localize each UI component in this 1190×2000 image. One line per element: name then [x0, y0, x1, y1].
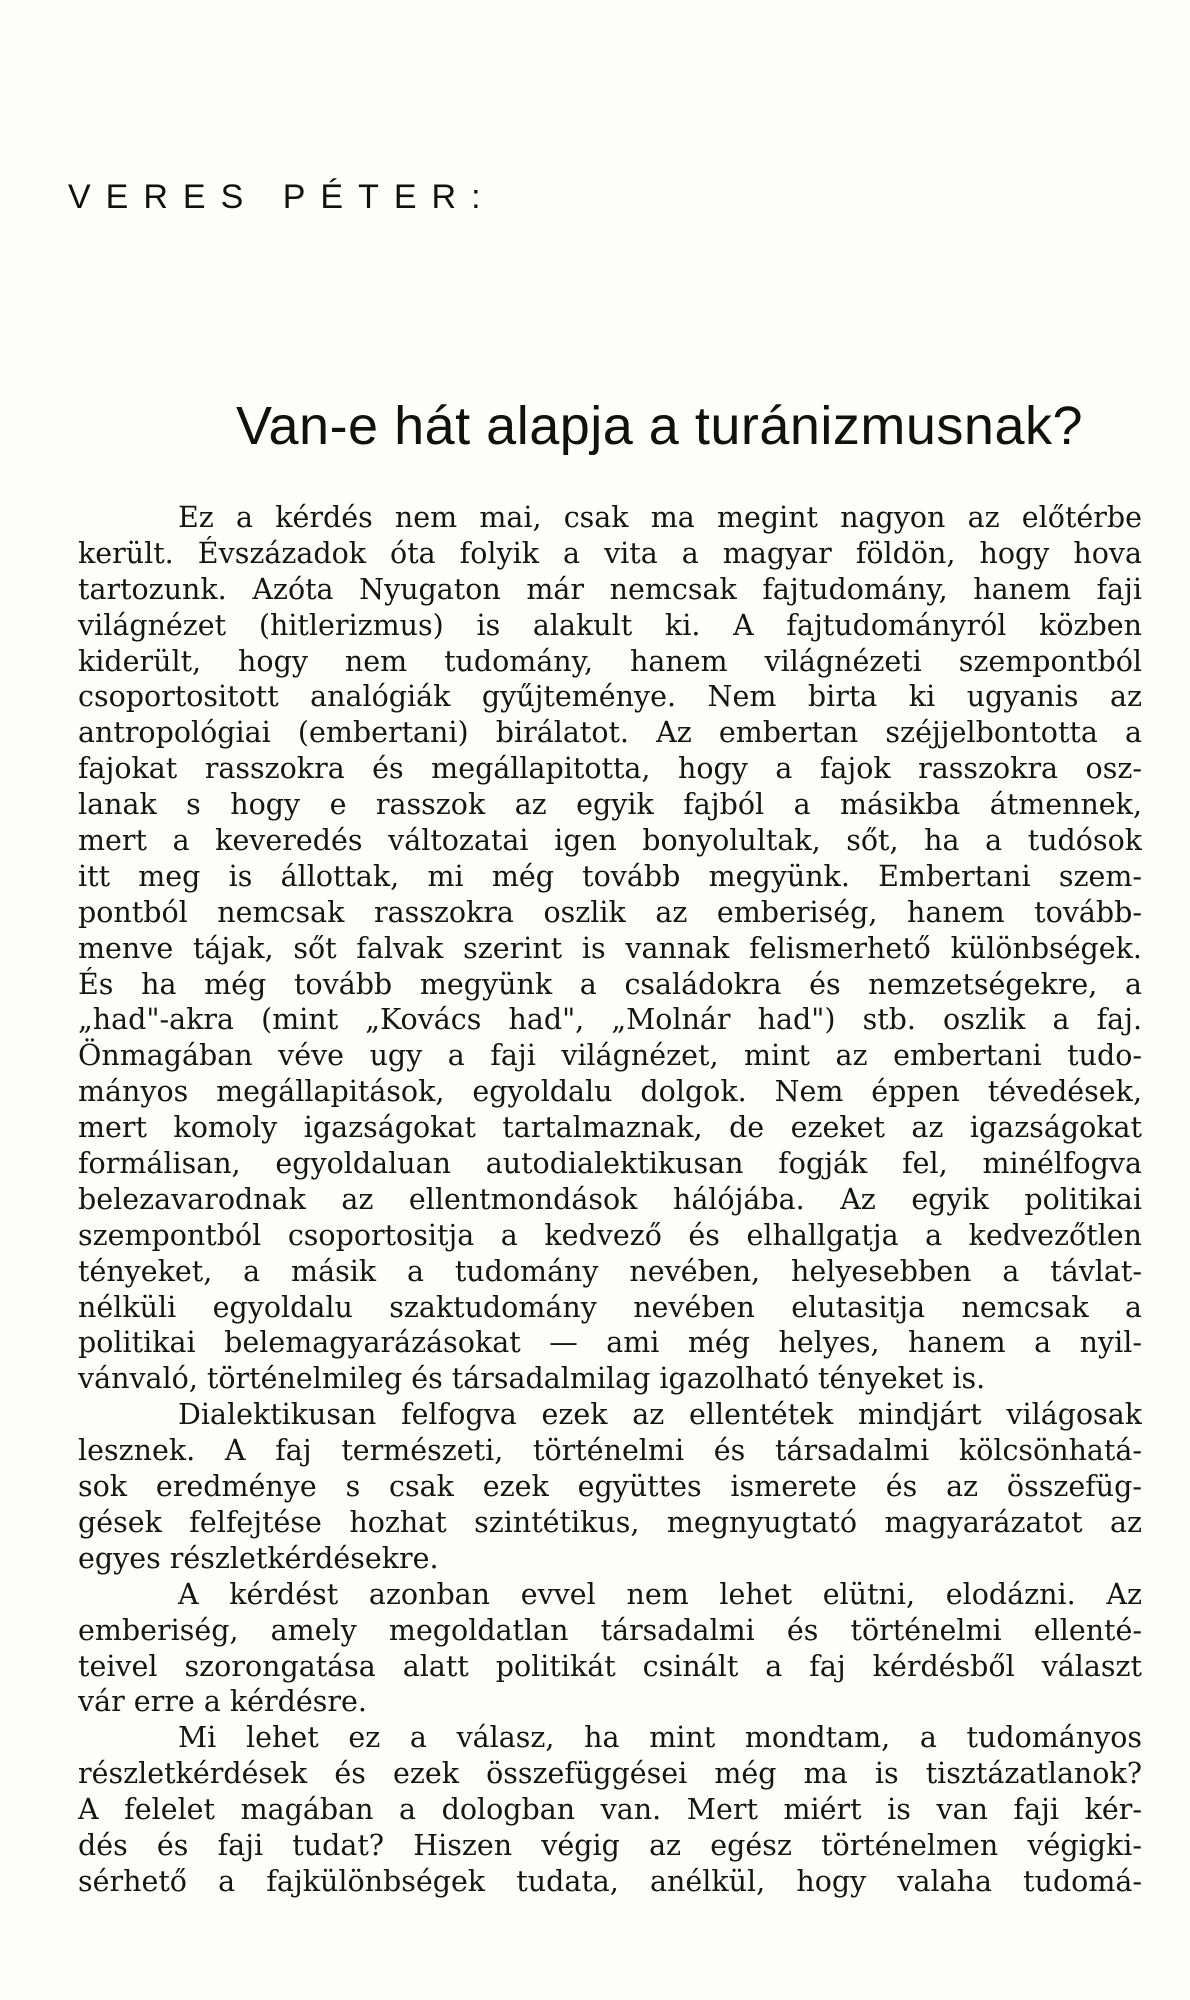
text-line: formálisan, egyoldaluan autodialektikusan fogják fel, minélfogva: [78, 1147, 1142, 1181]
text-line: nélküli egyoldalu szaktudomány nevében elutasitja nemcsak a: [78, 1290, 1142, 1324]
text-line: A felelet magában a dologban van. Mert miért is van faji kér-: [78, 1793, 1142, 1827]
text-line: részletkérdések és ezek összefüggései még ma is tisztázatlanok?: [78, 1757, 1142, 1791]
text-line: antropológiai (embertani) birálatot. Az embertan széjjelbontotta a: [78, 716, 1142, 750]
text-line: került. Évszázadok óta folyik a vita a magyar földön, hogy hova: [78, 536, 1142, 570]
text-line: Ez a kérdés nem mai, csak ma megint nagyon az előtérbe: [178, 501, 1142, 534]
text-line: politikai belemagyarázásokat — ami még helyes, hanem a nyil-: [78, 1326, 1142, 1360]
text-line: fajokat rasszokra és megállapitotta, hogy a fajok rasszokra osz-: [78, 752, 1142, 786]
text-line: dés és faji tudat? Hiszen végig az egész történelmen végigki-: [78, 1828, 1142, 1862]
text-line: menve tájak, sőt falvak szerint is vannak felismerhető különbségek.: [78, 931, 1142, 965]
text-line: csoportositott analógiák gyűjteménye. Nem birta ki ugyanis az: [78, 680, 1142, 714]
text-line: tényeket, a másik a tudomány nevében, helyesebben a távlat-: [78, 1254, 1142, 1288]
text-line: A kérdést azonban evvel nem lehet elütni, elodázni. Az: [178, 1577, 1142, 1611]
article-title: Van-e hát alapja a turánizmusnak?: [236, 396, 1084, 456]
article-body: [78, 500, 1142, 1900]
text-line: Mi lehet ez a válasz, ha mint mondtam, a tudományos: [178, 1721, 1142, 1755]
text-line: teivel szorongatása alatt politikát csinált a faj kérdésből választ: [78, 1649, 1142, 1683]
text-line: „had"-akra (mint „Kovács had", „Molnár had") stb. oszlik a faj.: [78, 1003, 1142, 1037]
text-line: szempontból csoportositja a kedvező és elhallgatja a kedvezőtlen: [78, 1218, 1142, 1252]
text-line: mert komoly igazságokat tartalmaznak, de ezeket az igazságokat: [78, 1111, 1142, 1145]
author-heading: VERES PÉTER:: [68, 178, 496, 216]
text-line: pontból nemcsak rasszokra oszlik az emberiség, hanem tovább-: [78, 895, 1142, 929]
text-line: világnézet (hitlerizmus) is alakult ki. A fajtudományról közben: [78, 608, 1142, 642]
text-line: egyes részletkérdésekre.: [78, 1541, 439, 1575]
text-line: mányos megállapitások, egyoldalu dolgok. Nem éppen tévedések,: [78, 1075, 1142, 1109]
text-line: emberiség, amely megoldatlan társadalmi és történelmi ellenté-: [78, 1613, 1142, 1647]
text-line: kiderült, hogy nem tudomány, hanem világnézeti szempontból: [78, 644, 1142, 678]
text-line: itt meg is állottak, mi még tovább megyünk. Embertani szem-: [78, 859, 1142, 893]
text-line: lanak s hogy e rasszok az egyik fajból a másikba átmennek,: [78, 788, 1142, 822]
text-line: vár erre a kérdésre.: [78, 1685, 367, 1719]
text-line: tartozunk. Azóta Nyugaton már nemcsak fajtudomány, hanem faji: [78, 572, 1142, 606]
text-line: És ha még tovább megyünk a családokra és nemzetségekre, a: [78, 967, 1142, 1001]
text-line: Dialektikusan felfogva ezek az ellentétek mindjárt világosak: [178, 1398, 1142, 1432]
text-line: sérhető a fajkülönbségek tudata, anélkül, hogy valaha tudomá-: [78, 1864, 1142, 1898]
text-line: belezavarodnak az ellentmondások hálójába. Az egyik politikai: [78, 1182, 1142, 1216]
text-line: gések felfejtése hozhat szintétikus, megnyugtató magyarázatot az: [78, 1505, 1142, 1539]
text-line: lesznek. A faj természeti, történelmi és társadalmi kölcsönhatá-: [78, 1434, 1142, 1468]
text-line: sok eredménye s csak ezek együttes ismerete és az összefüg-: [78, 1470, 1142, 1504]
text-line: vánvaló, történelmileg és társadalmilag igazolható tényeket is.: [78, 1362, 986, 1396]
text-line: mert a keveredés változatai igen bonyolultak, sőt, ha a tudósok: [78, 824, 1142, 858]
text-line: Önmagában véve ugy a faji világnézet, mint az embertani tudo-: [78, 1039, 1142, 1073]
